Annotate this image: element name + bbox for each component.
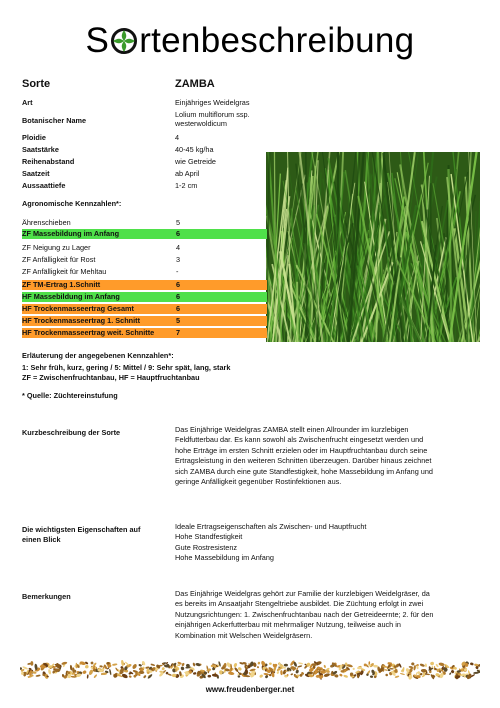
fact-label-art: Art [22,98,33,107]
kennzahl-label: ZF Anfälligkeit für Mehltau [22,267,107,276]
fact-value-ploidie: 4 [175,133,180,142]
kennzahl-value: 5 [176,218,181,227]
list-item: Hohe Standfestigkeit [175,532,243,542]
kennzahl-value: 3 [176,255,181,264]
kennzahl-label: Ährenschieben [22,218,71,227]
grass-photo [266,152,480,342]
list-item: Ideale Ertragseigenschaften als Zwischen- und Hauptfrucht [175,522,367,531]
page-title [0,18,500,64]
fact-value-botanical-line2: westerwoldicum [175,119,227,128]
kennzahl-value: 6 [176,292,181,301]
eigenschaften-label-line1: Die wichtigsten Eigenschaften auf [22,525,141,534]
eigenschaften-list [175,522,475,564]
legend-source: * Quelle: Züchtereinstufung [22,391,118,400]
text-line: Das Einjährige Weidelgras ZAMBA stellt einen Allrounder im kurzlebigen [175,425,409,434]
kennzahl-value: 7 [176,328,181,337]
kennzahl-label: ZF Neigung zu Lager [22,243,91,252]
fact-value-botanical-line1: Lolium multiflorum ssp. [175,110,250,119]
kennzahl-value: 6 [176,304,181,313]
kennzahl-row [22,255,267,265]
text-line: Das Einjährige Weidelgras gehört zur Familie der kurzlebigen Weidelgräser, da [175,589,430,598]
kennzahl-value: - [176,267,179,276]
fact-label-aussaattiefe: Aussaattiefe [22,181,66,190]
fact-value-saatzeit: ab April [175,169,200,178]
legend-abbreviations: ZF = Zwischenfruchtanbau, HF = Hauptfruchtanbau [22,373,200,382]
title-end: rtenbeschreibung [139,21,415,60]
fact-label-saatzeit: Saatzeit [22,169,50,178]
text-line: es bereits im Ansaatjahr Stengeltriebe ausbildet. Die Züchtung erfolgt in zwei [175,599,424,609]
kennzahl-label: HF Trockenmasseertrag 1. Schnitt [22,316,141,325]
kennzahl-row [22,316,267,326]
text-line: Nutzungsrichtungen: 1. Zwischenfruchtanbau nach der Getreideernte; 2. für den [175,609,434,619]
title-start: S [85,21,110,60]
kennzahl-row [22,218,267,228]
list-item: Gute Rostresistenz [175,542,238,552]
kennzahl-row [22,267,267,277]
fact-label-botanical-name: Botanischer Name [22,116,87,125]
text-line: hohe Erträge im ersten Schnitt erzielen oder im Hauptfruchtanbau durch seine [175,445,428,455]
seed-border-image [20,660,480,680]
list-item: Hohe Massebildung im Anfang [175,553,274,563]
kennzahl-label: ZF Anfälligkeit für Rost [22,255,96,264]
fact-value-aussaattiefe: 1-2 cm [175,181,198,190]
footer-url[interactable]: www.freudenberger.net [205,685,295,694]
fact-value-art: Einjähriges Weidelgras [175,98,250,107]
kennzahl-value: 6 [176,229,181,238]
text-line: geringe Anfälligkeit gegenüber Rostinfektionen aus. [175,477,342,487]
fact-value-saatstaerke: 40-45 kg/ha [175,145,214,154]
sorte-value: ZAMBA [175,78,215,90]
kennzahl-row [22,328,267,338]
kennzahl-row [22,243,267,253]
kennzahl-value: 4 [176,243,181,252]
text-line: Kombination mit Welschen Weidelgräsern. [175,630,313,640]
kennzahl-label: ZF Massebildung im Anfang [22,229,120,238]
kennzahl-value: 6 [176,280,181,289]
legend-heading: Erläuterung der angegebenen Kennzahlen*: [22,351,174,360]
kurzbeschreibung-text [175,425,475,487]
kennzahl-label: HF Trockenmasseertrag weit. Schnitte [22,328,155,337]
kennzahl-row [22,292,267,302]
text-line: Feldfutterbau dar. Es kann sowohl als Zwischenfrucht eingesetzt werden und [175,435,424,445]
agronomic-heading: Agronomische Kennzahlen*: [22,199,122,208]
text-line: einjährigen Ackerfutterbau mit mehrmaliger Nutzung, teilweise auch in [175,620,401,630]
kennzahl-value: 5 [176,316,181,325]
kennzahl-row [22,229,267,239]
eigenschaften-label-line2: einen Blick [22,535,61,544]
kennzahl-label: ZF TM-Ertrag 1.Schnitt [22,280,101,289]
kurzbeschreibung-label: Kurzbeschreibung der Sorte [22,428,121,437]
text-line: Ertragsleistung in den weiteren Schnitten überzeugen. Darüber hinaus zeichnet [175,456,432,466]
fact-value-reihenabstand: wie Getreide [175,157,216,166]
bemerkungen-text [175,589,475,641]
fact-label-reihenabstand: Reihenabstand [22,157,75,166]
clover-logo-icon [110,21,138,49]
bemerkungen-label: Bemerkungen [22,592,71,601]
sorte-label: Sorte [22,78,51,90]
fact-label-saatstaerke: Saatstärke [22,145,59,154]
text-line: sich ZAMBA durch eine gute Standfestigkeit, hohe Massebildung im Anfang und [175,466,433,476]
legend-scale: 1: Sehr früh, kurz, gering / 5: Mittel / 9: Sehr spät, lang, stark [22,363,231,372]
kennzahl-row [22,280,267,290]
fact-label-ploidie: Ploidie [22,133,46,142]
kennzahl-label: HF Trockenmasseertrag Gesamt [22,304,134,313]
kennzahl-row [22,304,267,314]
kennzahl-label: HF Massebildung im Anfang [22,292,120,301]
